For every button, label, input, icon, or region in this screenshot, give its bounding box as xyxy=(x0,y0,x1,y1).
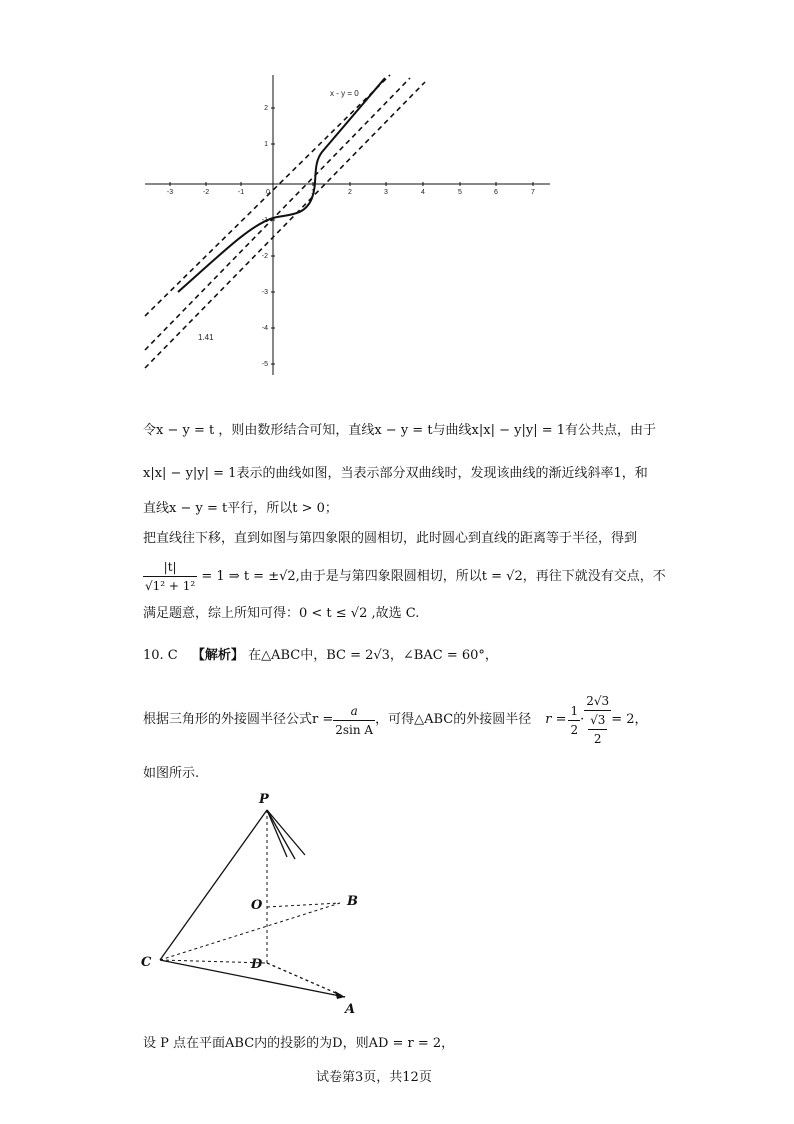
y-tick-label: 1 xyxy=(264,141,268,148)
question-number: 10. C xyxy=(143,648,178,663)
x-tick-label: 5 xyxy=(458,189,462,196)
radius-value-fraction: $\frac{2√3}{\frac{√3}{2}}$ xyxy=(586,694,610,746)
arrowhead-A xyxy=(335,991,345,999)
sin60-fraction: $\frac{√3}{2}$ xyxy=(590,713,606,746)
para5: 设 P 点在平面ABC内的投影的为D，则AD = r = 2， xyxy=(143,1036,455,1051)
vertex-label-D: D xyxy=(251,957,263,972)
x-tick-label: 3 xyxy=(384,189,388,196)
para3-pre: 根据三角形的外接圆半径公式r = xyxy=(143,712,334,727)
x-tick-label: 4 xyxy=(421,189,425,196)
function-graph-figure xyxy=(140,70,560,380)
para4: 如图所示. xyxy=(143,766,200,781)
x-tick-label: 0 xyxy=(266,189,270,196)
y-tick-label: -3 xyxy=(261,289,268,296)
edge-DA xyxy=(267,963,345,997)
edge-PB xyxy=(267,810,305,855)
para2-line3: 满足题意，综上所知可得：0 < t ≤ √2 ,故选 C. xyxy=(143,606,420,621)
radius-eq: r = xyxy=(545,712,567,727)
para3-mid: ，可得△ABC的外接圆半径 xyxy=(375,712,532,727)
question-10 xyxy=(143,647,498,665)
half-fraction: $\frac{1}{2}$ xyxy=(570,703,579,737)
edge-P-side2 xyxy=(267,810,295,859)
y-tick-label: -1 xyxy=(261,217,268,224)
para1-line2: x|x| − y|y| = 1表示的曲线如图，当表示部分双曲线时，发现该曲线的渐近线斜率1，和 xyxy=(143,466,648,481)
y-tick-label: -5 xyxy=(261,361,268,368)
radius-formula-fraction: $\frac{a}{\text{2sin A}}$ xyxy=(335,703,374,737)
para2-line1: 把直线往下移，直到如图与第四象限的圆相切，此时圆心到直线的距离等于半径，得到 xyxy=(143,531,638,546)
x-tick-label: 2 xyxy=(348,189,352,196)
para1-line3: 直线x − y = t平行，所以t > 0； xyxy=(143,501,338,516)
x-tick-label: 7 xyxy=(531,189,535,196)
segment-OB xyxy=(267,903,340,907)
y-tick-label: -2 xyxy=(261,253,268,260)
pyramid-figure xyxy=(135,785,375,1020)
para3: 根据三角形的外接圆半径公式r = $\frac{a}{\text{2sin A}}$ ，可得△ABC的外接圆半径 r = $\frac{1}{2}$ · $\frac{2√3}{\frac{√3}{2}}$ = 2， xyxy=(143,694,648,746)
para2-line2 xyxy=(143,558,666,595)
vertex-label-P: P xyxy=(259,792,269,807)
vertex-label-A: A xyxy=(345,1002,356,1017)
para2-line2-rest: = 1 ⇒ t = ±√2,由于是与第四象限圆相切，所以t = √2，再往下就没有交点，不 xyxy=(201,569,666,584)
y-tick-label: -4 xyxy=(261,325,268,332)
x-tick-label: 6 xyxy=(494,189,498,196)
x-tick-label: -1 xyxy=(237,189,245,196)
x-tick-label: -2 xyxy=(202,189,210,196)
edge-P-side1 xyxy=(267,810,287,857)
y-tick-label: 2 xyxy=(264,105,268,112)
x-tick-label: 1 xyxy=(311,189,315,196)
para3-end: = 2， xyxy=(611,712,648,727)
distance-fraction: $\frac{|t|}{\text{√1² + 1²}}$ xyxy=(145,560,196,593)
vertex-label-C: C xyxy=(141,955,152,970)
curve-xabsx-minus-yabsy-eq-1 xyxy=(178,78,385,292)
page-footer: 试卷第3页，共12页 xyxy=(316,1070,432,1085)
line-label: x - y = 0 xyxy=(330,89,359,98)
edge-PC xyxy=(160,810,267,960)
x-tick-label: -3 xyxy=(166,189,174,196)
vertex-label-O: O xyxy=(251,898,263,913)
dashed-line xyxy=(145,82,425,368)
para1-line1: 令x − y = t ，则由数形结合可知，直线x − y = t与曲线x|x| − y|y| = 1有公共点，由于 xyxy=(143,423,657,438)
edge-CB xyxy=(160,903,340,960)
question-text: 在△ABC中，BC = 2√3，∠BAC = 60°， xyxy=(248,648,498,663)
dashed-line xyxy=(145,78,410,350)
vertex-label-B: B xyxy=(347,894,358,909)
analysis-tag: 【解析】 xyxy=(191,648,244,663)
value-label: 1.41 xyxy=(198,333,214,342)
